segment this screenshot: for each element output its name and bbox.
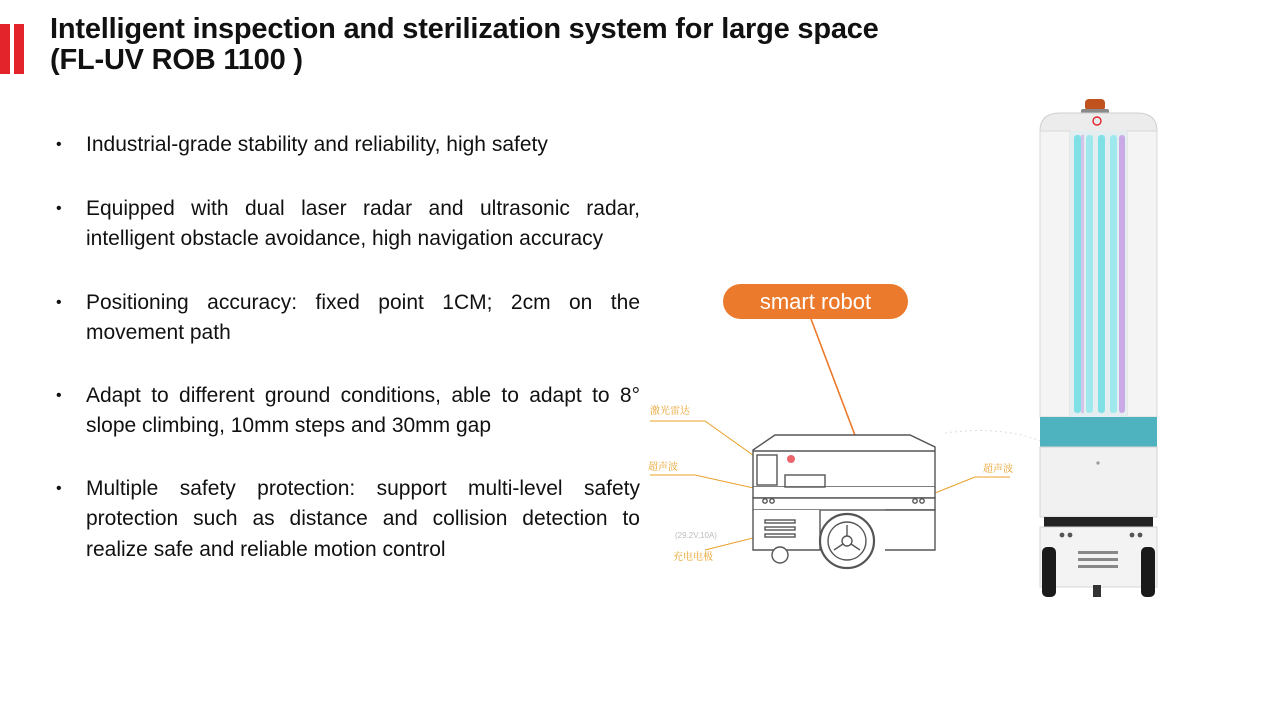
- bullet-icon: •: [56, 293, 62, 311]
- list-item-text: Equipped with dual laser radar and ultrasonic radar, intelligent obstacle avoidance, high navigation accuracy: [86, 196, 640, 250]
- charging-spec-label: (29.2V,10A): [675, 531, 717, 540]
- page-title: [50, 14, 879, 76]
- accent-bar: [14, 24, 24, 74]
- laser-radar-label: 激光雷达: [650, 406, 690, 417]
- callout-badge: smart robot: [723, 284, 908, 319]
- list-item: [56, 130, 640, 161]
- feature-list: [56, 130, 640, 565]
- title-line-2: (FL-UV ROB 1100 ): [50, 44, 303, 76]
- ultrasonic-left-label: 超声波: [648, 462, 678, 473]
- bullet-icon: •: [56, 136, 62, 153]
- list-item: [56, 474, 640, 566]
- robot-illustration: [645, 95, 1275, 605]
- list-item-text: Adapt to different ground conditions, able to adapt to 8° slope climbing, 10mm steps and 30mm gap: [86, 383, 640, 437]
- bullet-icon: •: [56, 386, 62, 404]
- robot-diagram: [645, 95, 1275, 605]
- list-item-text: Positioning accuracy: fixed point 1CM; 2cm on the movement path: [86, 290, 640, 344]
- list-item: [56, 381, 640, 442]
- charging-electrode-label: 充电电极: [673, 552, 713, 563]
- list-item: [56, 288, 640, 349]
- list-item: [56, 194, 640, 255]
- ultrasonic-right-label: 超声波: [983, 464, 1013, 475]
- bullet-icon: •: [56, 199, 62, 217]
- bullet-icon: •: [56, 479, 62, 497]
- list-item-text: Industrial-grade stability and reliability, high safety: [86, 133, 548, 156]
- title-line-1: Intelligent inspection and sterilization system for large space: [50, 13, 879, 45]
- list-item-text: Multiple safety protection: support multi-level safety protection such as distance and collision detection to realize safe and reliable motion control: [86, 476, 640, 561]
- uv-tower-robot: [1040, 99, 1157, 597]
- robot-base-drawing: [753, 435, 935, 568]
- accent-bar: [0, 24, 10, 74]
